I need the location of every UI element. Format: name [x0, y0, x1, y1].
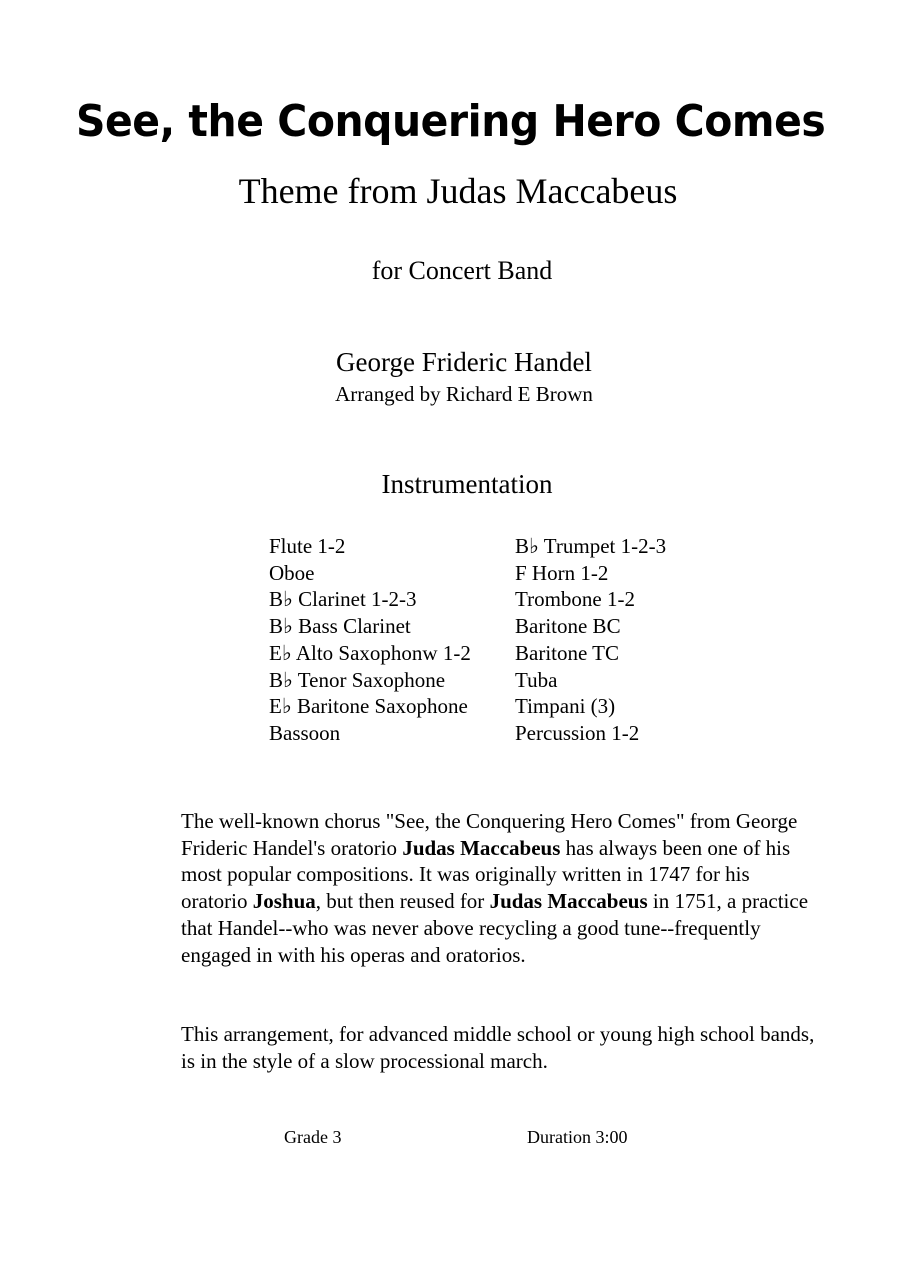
instrument-item: Timpani (3) — [515, 694, 616, 719]
instrument-item: Baritone BC — [515, 614, 621, 639]
oratorio-title: Joshua — [252, 889, 316, 914]
instrument-item: F Horn 1-2 — [515, 560, 609, 585]
instrument-item: B♭ Tenor Saxophone — [269, 667, 446, 692]
instrument-item: Bassoon — [269, 720, 341, 745]
instrument-item: Trombone 1-2 — [515, 587, 635, 612]
instrument-item: B♭ Bass Clarinet — [269, 614, 411, 639]
oratorio-title: Judas Maccabeus — [489, 889, 648, 914]
composer-name: George Frideric Handel — [336, 347, 592, 377]
instrument-item: B♭ Clarinet 1-2-3 — [269, 587, 417, 612]
description-paragraph-2: This arrangement, for advanced middle school or young high school bands, is in the style of a slow processional march. — [181, 1022, 815, 1073]
instrument-item: E♭ Alto Saxophonw 1-2 — [269, 640, 471, 665]
instrumentation-list-left — [269, 533, 471, 747]
instrument-item: Percussion 1-2 — [515, 720, 640, 745]
instrument-item: Flute 1-2 — [269, 534, 346, 558]
instrument-item: Tuba — [515, 667, 558, 692]
grade-label: Grade 3 — [284, 1127, 342, 1147]
instrument-item: Oboe — [269, 560, 315, 585]
description-paragraph-1: The well-known chorus "See, the Conquering Hero Comes" from George Frideric Handel's oratorio Judas Maccabeus has always been one of his most popular compositions. It was originally written in 1747 for his oratorio Joshua, but then reused for Judas Maccabeus in 1751, a practice that Handel--who was never above recycling a good tune--frequently engaged in with his operas and oratorios. — [181, 809, 809, 967]
page-subtitle: Theme from Judas Maccabeus — [238, 171, 678, 211]
instrument-item: E♭ Baritone Saxophone — [269, 694, 468, 719]
instrument-item: B♭ Trumpet 1-2-3 — [515, 534, 667, 558]
arranger-credit: Arranged by Richard E Brown — [335, 382, 593, 406]
oratorio-title: Judas Maccabeus — [402, 835, 561, 860]
ensemble-line: for Concert Band — [371, 256, 553, 285]
instrumentation-heading: Instrumentation — [381, 469, 553, 499]
instrumentation-list-right — [515, 533, 666, 747]
duration-label: Duration 3:00 — [527, 1127, 628, 1147]
page-title: See, the Conquering Hero Comes — [75, 96, 826, 147]
instrument-item: Baritone TC — [515, 640, 620, 665]
